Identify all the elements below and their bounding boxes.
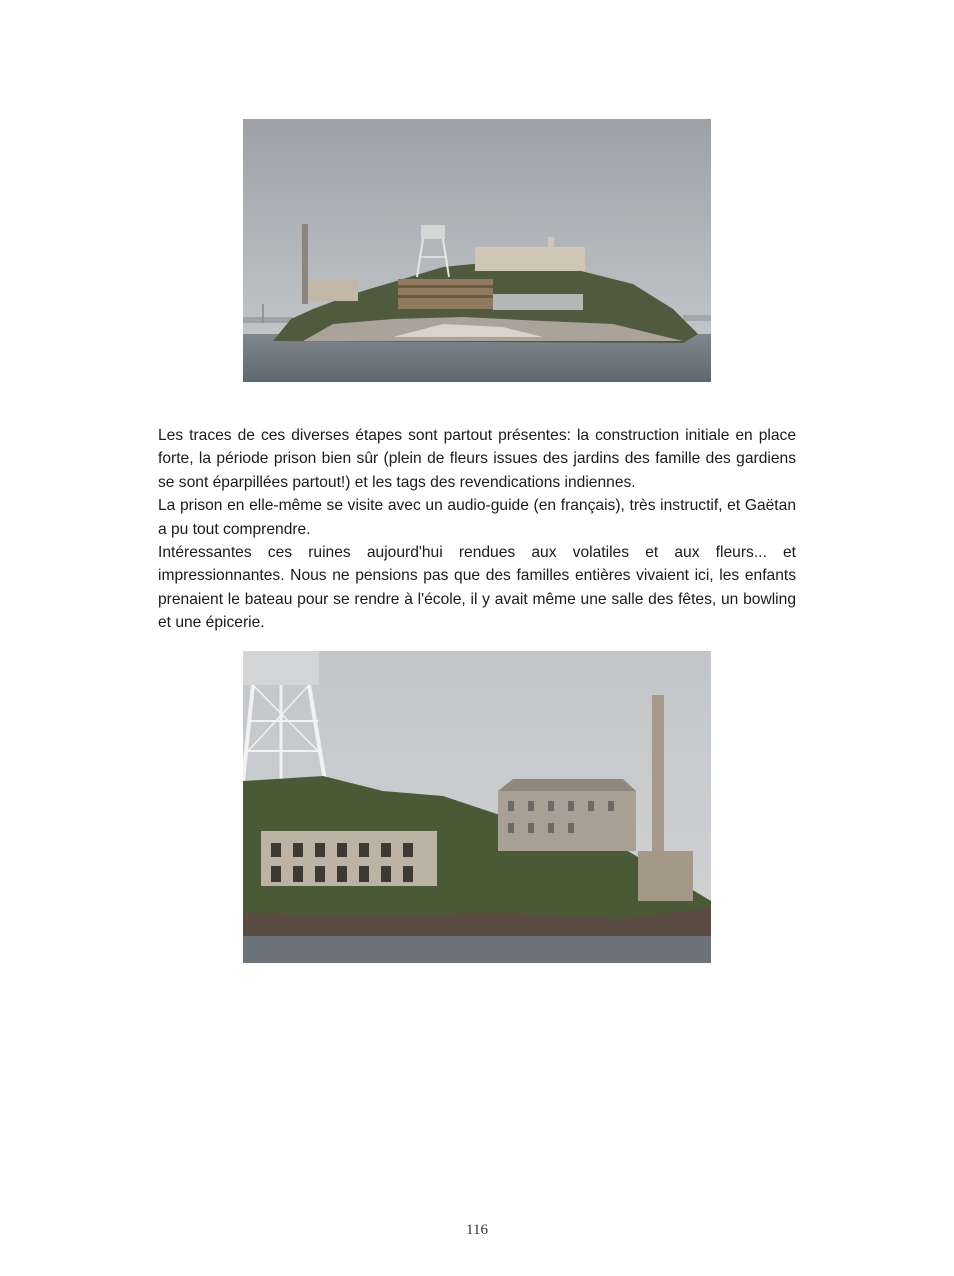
island-photo-graphic xyxy=(243,119,711,382)
paragraph-2: La prison en elle-même se visite avec un audio-guide (en français), très instructif, et Gaëtan a pu tout comprendre. xyxy=(158,497,796,538)
ruins-photo-graphic xyxy=(243,651,711,963)
paragraph-3: Intéressantes ces ruines aujourd'hui rendues aux volatiles et aux fleurs... et impressionnantes. Nous ne pensions pas que des familles entières vivaient ici, les enfants prenaient le bateau pour se rendre à l'école, il y avait même une salle des fêtes, un bowling et une épicerie. xyxy=(158,544,796,632)
photo-ruins-closeup xyxy=(243,651,711,963)
paragraph-1: Les traces de ces diverses étapes sont partout présentes: la construction initiale en place forte, la période prison bien sûr (plein de fleurs issues des jardins des famille des gardiens se sont éparpillées partout!) et les tags des revendications indiennes. xyxy=(158,427,796,491)
photo-island-view xyxy=(243,119,711,382)
body-text xyxy=(158,424,796,635)
page-number: 116 xyxy=(466,1222,488,1238)
